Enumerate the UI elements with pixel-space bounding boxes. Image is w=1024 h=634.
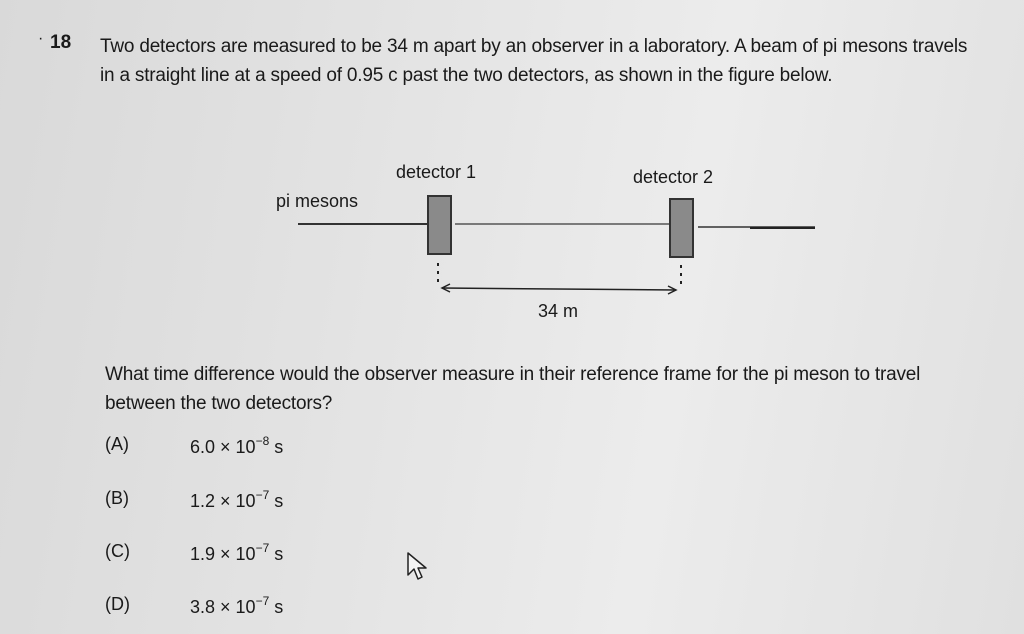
detector-1-label: detector 1 [396, 162, 477, 182]
question-number: 18 [50, 32, 72, 53]
option-letter: (C) [105, 541, 130, 561]
detector-diagram [270, 155, 830, 335]
option-value: $1.9 \times 10^{-7}$ s [190, 541, 284, 564]
option-a[interactable] [105, 434, 365, 464]
option-d[interactable] [105, 594, 365, 624]
option-b[interactable] [105, 488, 365, 518]
question-stem: Two detectors are measured to be 34 m apart by an observer in a laboratory. A beam of pi mesons travels in a straight line at a speed of 0.95 c past the two detectors, as shown in the figure below. [100, 36, 968, 86]
question-prompt: What time difference would the observer measure in their reference frame for the pi meson to travel between the two detectors? [105, 364, 921, 414]
detector-2-label: detector 2 [633, 167, 714, 187]
option-letter: (B) [105, 488, 129, 508]
option-letter: (D) [105, 594, 130, 614]
option-value: $6.0 \times 10^{-8}$ s [190, 434, 284, 457]
detector-2-box [670, 199, 693, 257]
beam-label: pi mesons [276, 191, 359, 211]
detector-1-box [428, 196, 451, 254]
option-value: $1.2 \times 10^{-7}$ s [190, 488, 284, 511]
bullet-dot: · [38, 30, 44, 47]
option-value: $3.8 \times 10^{-7}$ s [190, 594, 284, 617]
option-letter: (A) [105, 434, 129, 454]
distance-line [442, 288, 676, 290]
mouse-pointer-icon [406, 551, 430, 588]
distance-label: 34 m [538, 301, 579, 321]
option-c[interactable] [105, 541, 365, 571]
